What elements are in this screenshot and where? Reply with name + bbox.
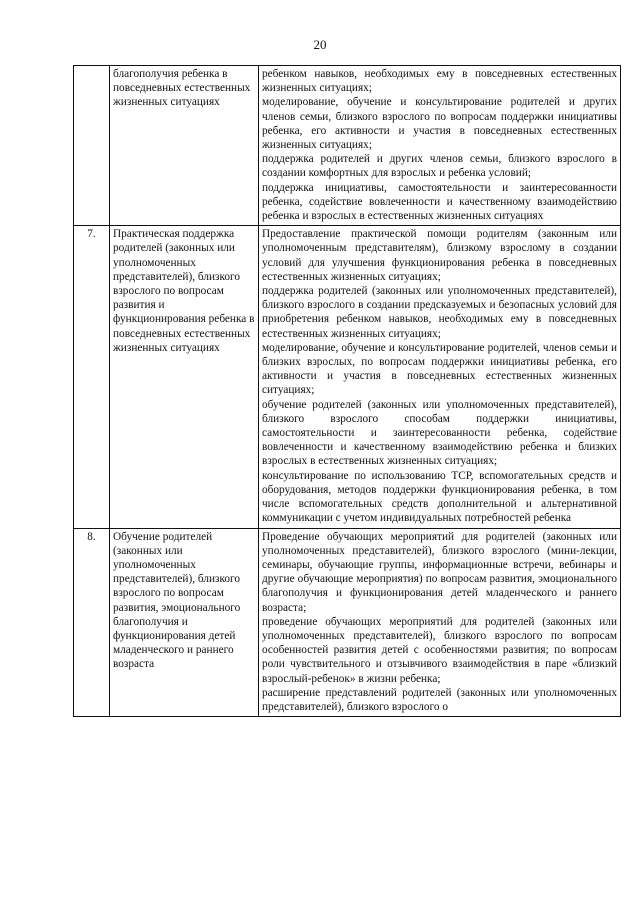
table-row <box>74 66 621 226</box>
row-number: 7. <box>74 226 110 528</box>
table-row <box>74 528 621 717</box>
row-number <box>74 66 110 226</box>
content-paragraph: ребенком навыков, необходимых ему в повседневных естественных жизненных ситуациях; <box>262 68 617 95</box>
content-paragraph: поддержка родителей и других членов семьи, близкого взрослого в создании комфортных для взрослых и ребенка условий; <box>262 153 617 180</box>
content-paragraph: консультирование по использованию ТСР, вспомогательных средств и оборудования, методов поддержки функционирования ребенка, в том числе вспомогательных средств дополнительной и альтернативной коммуникации с учетом индивидуальных потребностей ребенка <box>262 469 617 525</box>
service-content <box>259 528 621 717</box>
content-paragraph: проведение обучающих мероприятий для родителей (законных или уполномоченных представителей), близкого взрослого по вопросам особенностей развития детей с особенностями развития; по вопросам роли чувствительного и отзывчивого взаимодействия в паре «близкий взрослый-ребенок» в жизни ребенка; <box>262 615 617 685</box>
content-paragraph: Проведение обучающих мероприятий для родителей (законных или уполномоченных представителей), близкого взрослого (мини-лекции, семинары, обучающие группы, информационные встречи, вебинары и другие обучающие мероприятия) по вопросам развития, эмоционального благополучия и функционирования детей младенческого и раннего возраста; <box>262 530 617 614</box>
service-content <box>259 226 621 528</box>
service-name: Практическая поддержка родителей (законных или уполномоченных представителей), близкого взрослого по вопросам развития и функционирования ребенка в повседневных естественных жизненных ситуациях <box>110 226 259 528</box>
services-table <box>73 65 621 717</box>
service-content <box>259 66 621 226</box>
content-paragraph: обучение родителей (законных или уполномоченных представителей), близкого взрослого способам поддержки инициативы, самостоятельности и заинтересованности ребенка, содействие вовлеченности и качественному взаимодействию ребенка и близких взрослых в естественных жизненных ситуациях; <box>262 398 617 468</box>
table-row <box>74 226 621 528</box>
content-paragraph: расширение представлений родителей (законных или уполномоченных представителей), близкого взрослого о <box>262 686 617 713</box>
content-paragraph: поддержка инициативы, самостоятельности и заинтересованности ребенка, содействие вовлеченности и качественному взаимодействию ребенка и взрослых в естественных жизненных ситуациях <box>262 181 617 223</box>
content-paragraph: Предоставление практической помощи родителям (законным или уполномоченным представителям), близкому взрослому в создании условий для улучшения функционирования ребенка в повседневных естественных жизненных ситуациях; <box>262 228 617 283</box>
row-number: 8. <box>74 528 110 717</box>
content-paragraph: моделирование, обучение и консультирование родителей и других членов семьи, близкого взрослого по вопросам поддержки инициативы ребенка, его активности и участия в повседневных естественных жизненных ситуациях; <box>262 96 617 152</box>
page-number: 20 <box>313 37 327 52</box>
content-paragraph: моделирование, обучение и консультирование родителей, членов семьи и близких взрослых, по вопросам поддержки инициативы ребенка, его активности и участия в повседневных естественных жизненных ситуациях; <box>262 341 617 397</box>
service-name: Обучение родителей (законных или уполномоченных представителей), близкого взрослого по вопросам развития, эмоционального благополучия и функционирования детей младенческого и раннего возраста <box>110 528 259 717</box>
service-name: благополучия ребенка в повседневных естественных жизненных ситуациях <box>110 66 259 226</box>
content-paragraph: поддержка родителей (законных или уполномоченных представителей), близкого взрослого в создании предсказуемых и безопасных условий для приобретения ребенком навыков, необходимых ему в повседневных естественных жизненных ситуациях; <box>262 285 617 340</box>
